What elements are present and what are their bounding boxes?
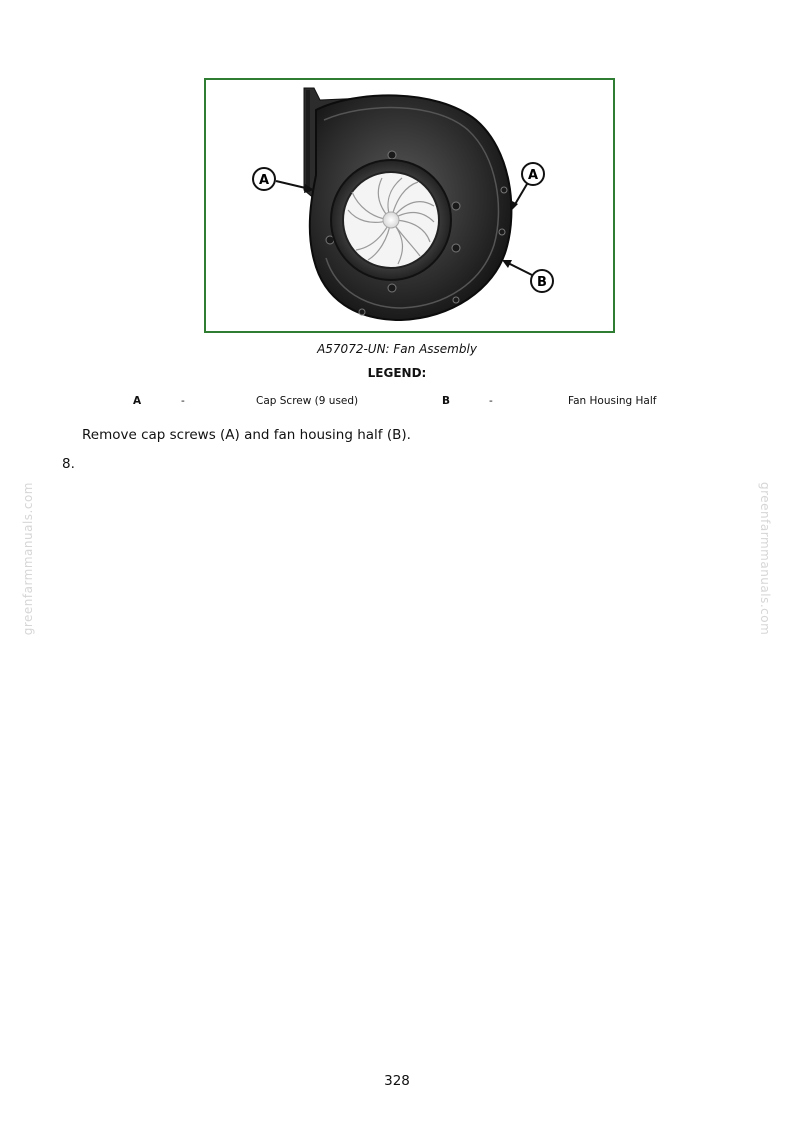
legend-title: LEGEND: <box>367 366 427 380</box>
watermark-left: greenfarmmanuals.com <box>21 482 35 636</box>
legend-letter-a: A <box>133 395 142 407</box>
callout-a-left-label: A <box>258 173 270 188</box>
legend-dash-b: - <box>489 395 493 407</box>
callout-b-label: B <box>537 275 547 290</box>
instruction-text: Remove cap screws (A) and fan housing half (B). <box>82 427 411 443</box>
page-number: 328 <box>384 1073 410 1089</box>
figure-caption: A57072-UN: Fan Assembly <box>317 342 477 356</box>
legend-dash-a: - <box>181 395 185 407</box>
legend-text-a: Cap Screw (9 used) <box>256 395 359 407</box>
watermark-right: greenfarmmanuals.com <box>758 482 772 636</box>
legend-letter-b: B <box>442 395 451 407</box>
step-number: 8. <box>62 456 75 472</box>
fan-assembly-illustration <box>206 80 613 331</box>
callout-a-right-label: A <box>527 168 539 183</box>
figure-fan-assembly <box>204 78 615 333</box>
legend-text-b: Fan Housing Half <box>568 395 657 407</box>
